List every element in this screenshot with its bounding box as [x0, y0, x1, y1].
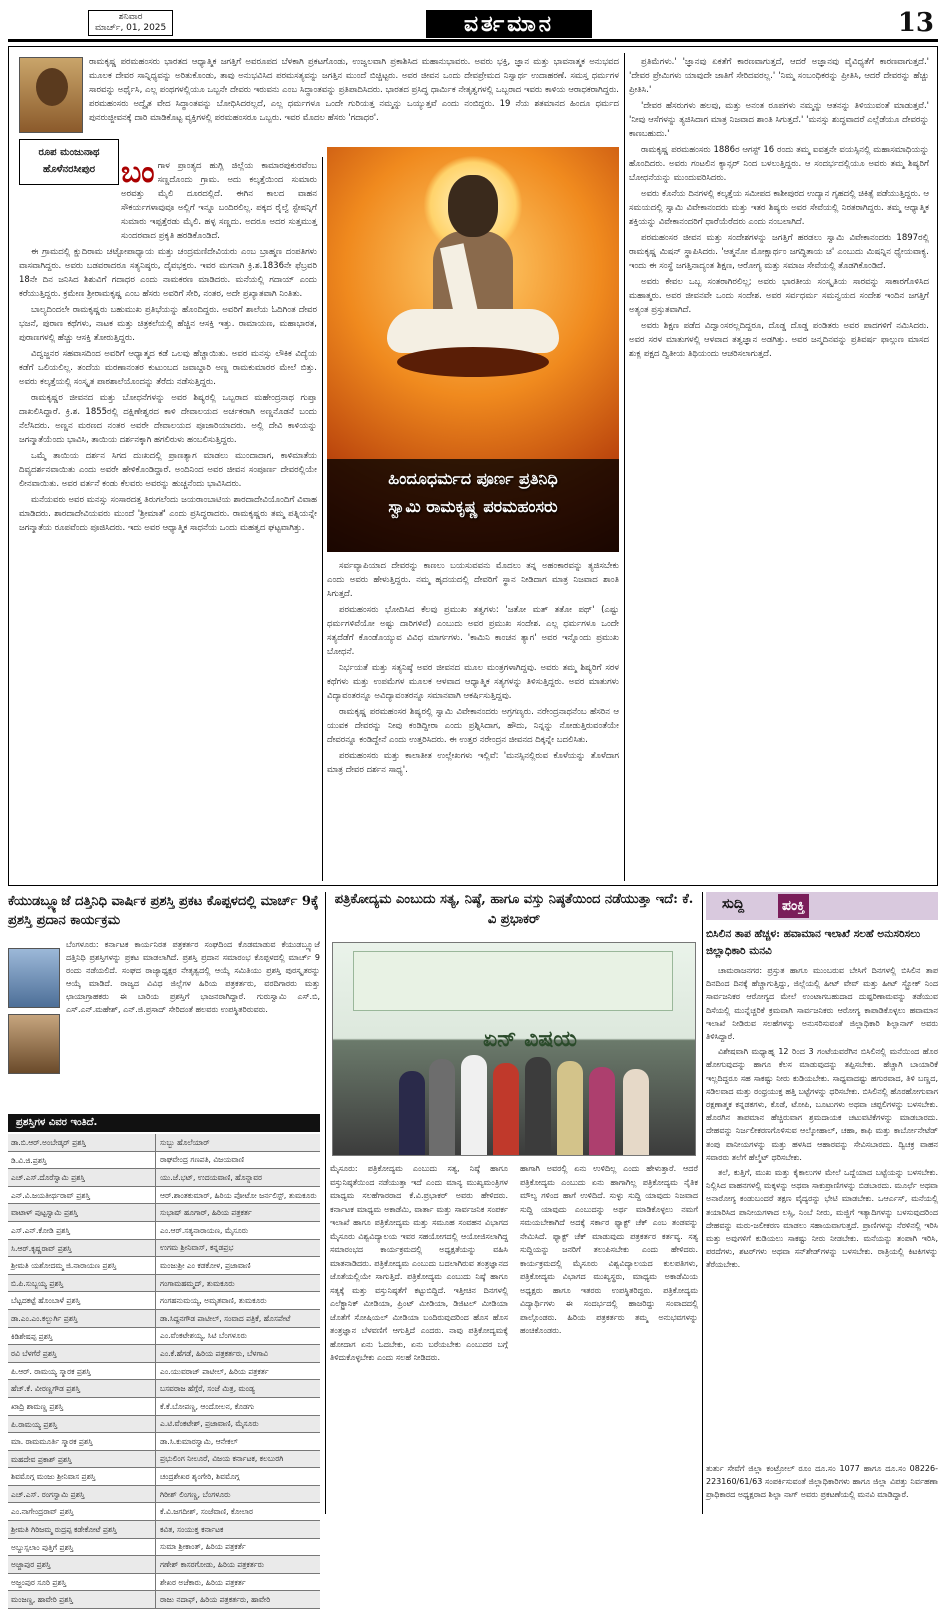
- hero-image: [327, 147, 619, 552]
- lead-paragraph: ಮನೆಯವರು ಅವರ ಮನಸ್ಸು ಸಂಸಾರದತ್ತ ತಿರುಗಲೆಂದು ಜಯರಾಂಬಾಟಿಯ ಶಾರದಾದೇವಿಯೊಂದಿಗೆ ವಿವಾಹ ಮಾಡಿದರು. ಶಾರದಾದೇವಿಯವರು ಮುಂದೆ 'ಶ್ರೀಮಾತೆ' ಎಂದು ಪ್ರಸಿದ್ಧರಾದರು. ರಾಮಕೃಷ್ಣರು ತಮ್ಮ ಪತ್ನಿಯನ್ನೇ ಜಗನ್ಮಾತೆಯ ರೂಪವೆಂದು ಪೂಜಿಸಿದರು. ಇದು ಅವರ ಆಧ್ಯಾತ್ಮಿಕ ಸಾಧನೆಯ ಒಂದು ಮಹತ್ವದ ಘಟ್ಟವಾಗಿತ್ತು.: [19, 495, 317, 533]
- award-name: ಹೆಚ್.ಕೆ. ವೀರಣ್ಣಗೌಡ ಪ್ರಶಸ್ತಿ: [8, 1380, 156, 1397]
- award-recipient: ಗಣೇಶ್ ಕಾಸರಗೋಡು, ಹಿರಿಯ ಪತ್ರಕರ್ತರು: [160, 1560, 265, 1570]
- person-photo: [8, 1014, 60, 1074]
- awards-table: [8, 1134, 320, 1609]
- event-banner: [353, 951, 673, 1011]
- award-name: ರವಿ ಬೆಳಗೆರೆ ಪ್ರಶಸ್ತಿ: [8, 1345, 156, 1362]
- person-figure: [399, 1071, 425, 1155]
- award-recipient: ಯು.ಜೆ.ಭಟ್, ಉದಯವಾಣಿ, ಹೊನ್ನಾವರ: [160, 1172, 263, 1182]
- person-figure: [493, 1063, 519, 1155]
- award-name: ಶ್ರೀಮತಿ ಗಿರಿಜಮ್ಮ ರುದ್ರಪ್ಪ ಕಡೇಕೋಟೆ ಪ್ರಶಸ್ತಿ: [8, 1521, 156, 1538]
- award-recipient: ಕವಿತ, ಸಂಯುಕ್ತ ಕರ್ನಾಟಕ: [160, 1524, 224, 1534]
- lead-intro: ರಾಮಕೃಷ್ಣ ಪರಮಹಂಸರು ಭಾರತದ ಆಧ್ಯಾತ್ಮಿಕ ಜಗತ್ತಿಗೆ ಅವರೂಪದ ಬೆಳಕಾಗಿ ಪ್ರಕಟಗೊಂಡು, ಉಜ್ವಲವಾಗಿ ಪ್ರಕಾಶಿಸಿದ ಮಹಾನುಭಾವರು. ಅವರು ಭಕ್ತಿ, ಜ್ಞಾನ ಮತ್ತು ಭಾವನಾತ್ಮಕ ಅನುಭವದ ಮೂಲಕ ದೇವರ ಸಾನ್ನಿಧ್ಯವನ್ನು ಅರಿತುಕೊಂಡು, ತಾವು ಅನುಭವಿಸಿದ ಪರಮಸತ್ಯವನ್ನು ಜಗತ್ತಿನ ಮುಂದೆ ಬಿಚ್ಚಿಟ್ಟರು. ಅವರ ಜೀವನ ಒಂದು ದೇವಪ್ರೇಮದ ನಿಸ್ವಾರ್ಥ ಉದಾಹರಣೆ. ಸಮಸ್ತ ಧರ್ಮಗಳ ಸಾರವನ್ನು ಅರ್ಥೈಸಿ, ಎಲ್ಲ ಪಂಥಗಳಲ್ಲಿಯೂ ಒಬ್ಬನೇ ದೇವರು ಇರುವನು ಎಂಬ ಸಿದ್ಧಾಂತವನ್ನು ಪ್ರತಿಪಾದಿಸಿದರು. ಭಾರತದ ಪ್ರಸಿದ್ಧ ಧಾರ್ಮಿಕ ನೇತೃತ್ವಗಳಲ್ಲಿ ಒಬ್ಬರಾದ ಇವರು ಕಾಳಿಯ ಆರಾಧಕರಾಗಿದ್ದರು. ಪರಮಹಂಸರು ಅದ್ವೈತ ವೇದ ಸಿದ್ಧಾಂತವನ್ನು ಬೋಧಿಸಿದರಲ್ಲದೆ, ಎಲ್ಲ ಧರ್ಮಗಳೂ ಒಂದೇ ಗುರಿಯತ್ತ ನಮ್ಮನ್ನು ಒಯ್ಯುತ್ತವೆ ಎಂದು ನಂಬಿದ್ದರು. 19 ನೆಯ ಶತಮಾನದ ಹಿಂದೂ ಧರ್ಮದ ಪುನರುಜ್ಜೀವನಕ್ಕೆ ದಾರಿ ಮಾಡಿಕೊಟ್ಟ ವ್ಯಕ್ತಿಗಳಲ್ಲಿ ಪರಮಹಂಸರೂ ಒಬ್ಬರು. ಇವರ ಮೊದಲ ಹೆಸರು 'ಗದಾಧರ'.: [89, 57, 619, 123]
- table-row: [8, 1222, 320, 1240]
- table-row: [8, 1591, 320, 1609]
- news-snippets: [706, 890, 938, 1514]
- event-photo: [332, 942, 696, 1156]
- lead-paragraph: ರಾಮಕೃಷ್ಣರ ಜೀವನದ ಮತ್ತು ಬೋಧನೆಗಳನ್ನು ಅವರ ಶಿಷ್ಯರಲ್ಲಿ ಒಬ್ಬರಾದ ಮಹೇಂದ್ರನಾಥ ಗುಪ್ತಾ ದಾಖಲಿಸಿದ್ದಾರೆ. ಕ್ರಿ.ಶ. 1855ರಲ್ಲಿ ದಕ್ಷಿಣೇಶ್ವರದ ಕಾಳಿ ದೇವಾಲಯದ ಅರ್ಚಕರಾಗಿ ಅಣ್ಣನೊಡನೆ ಬಂದು ನೆಲೆಸಿದರು. ಅಣ್ಣನ ಮರಣದ ನಂತರ ಅವರೇ ದೇವಾಲಯದ ಪೂಜಾರಿಯಾದರು. ಅಲ್ಲಿ ದೇವಿ ಕಾಳಿಯನ್ನು ಜಗನ್ಮಾತೆಯೆಂದು ಭಾವಿಸಿ, ತಾಯಿಯ ದರ್ಶನಕ್ಕಾಗಿ ಹಗಲಿರುಳು ಹಂಬಲಿಸುತ್ತಿದ್ದರು.: [19, 393, 317, 445]
- snippets-title-part2: ಪಂಕ್ತಿ: [778, 894, 809, 918]
- lead-paragraph: ಅವರು ಶಿಕ್ಷಣ ಪಡೆದ ವಿದ್ವಾಂಸರಲ್ಲದಿದ್ದರೂ, ದೊಡ್ಡ ದೊಡ್ಡ ಪಂಡಿತರು ಅವರ ಪಾದಗಳಿಗೆ ನಮಿಸಿದರು. ಅವರ ಸರಳ ಮಾತುಗಳಲ್ಲಿ ಆಳವಾದ ತತ್ವಜ್ಞಾನ ಅಡಗಿತ್ತು. ಅವರ ಜನ್ಮದಿನವನ್ನು ಪ್ರತಿವರ್ಷ ಫಾಲ್ಗುಣ ಮಾಸದ ಶುಕ್ಲ ಪಕ್ಷದ ದ್ವಿತೀಯ ತಿಥಿಯಂದು ಆಚರಿಸಲಾಗುತ್ತದೆ.: [629, 321, 929, 359]
- person-figure: [525, 1057, 551, 1155]
- table-row: [8, 1204, 320, 1222]
- journalism-article: [330, 890, 698, 1514]
- figure-seat: [397, 347, 549, 377]
- award-name: ವಾಟಾಳ್ ಪುಟ್ಟಸ್ವಾಮಿ ಪ್ರಶಸ್ತಿ: [8, 1204, 156, 1221]
- column-divider: [624, 53, 625, 881]
- award-recipient: ಸುಭಾಷ್ ಹೂಗಾರ್, ಹಿರಿಯ ಪತ್ರಕರ್ತ: [160, 1208, 252, 1218]
- lead-paragraph: ಪ್ರತಿಮೆಗಳು.' 'ಜ್ಞಾನವು ಏಕತೆಗೆ ಕಾರಣವಾಗುತ್ತದೆ, ಆದರೆ ಅಜ್ಞಾನವು ವೈವಿಧ್ಯತೆಗೆ ಕಾರಣವಾಗುತ್ತದೆ.' 'ದೇವರ ಪ್ರೇಮಿಗಳು ಯಾವುದೇ ಜಾತಿಗೆ ಸೇರಿದವರಲ್ಲ.' 'ನಿಮ್ಮ ಸಂಬಂಧಿಕರನ್ನು ಪ್ರೀತಿಸಿ, ಆದರೆ ದೇವರನ್ನು ಹೆಚ್ಚು ಪ್ರೀತಿಸಿ.': [629, 57, 929, 95]
- award-name: ಪಿ.ರಾಮಯ್ಯ ಪ್ರಶಸ್ತಿ: [8, 1416, 156, 1433]
- lead-paragraph: ಒಮ್ಮೆ ತಾಯಿಯ ದರ್ಶನ ಸಿಗದ ದುಃಖದಲ್ಲಿ ಪ್ರಾಣತ್ಯಾಗ ಮಾಡಲು ಮುಂದಾದಾಗ, ಕಾಳಿಮಾತೆಯ ದಿವ್ಯದರ್ಶನವಾಯಿತು ಎಂದು ಅವರೇ ಹೇಳಿಕೊಂಡಿದ್ದಾರೆ. ಅಂದಿನಿಂದ ಅವರ ಜೀವನ ಸಂಪೂರ್ಣ ದೇವರಲ್ಲಿಯೇ ಲೀನವಾಯಿತು. ಅವರ ವರ್ತನೆ ಕಂಡು ಕೆಲವರು ಅವರನ್ನು ಹುಚ್ಚನೆಂದು ಭಾವಿಸಿದರು.: [19, 451, 317, 489]
- table-row: [8, 1380, 320, 1398]
- award-name: ಡಾ.ಎಂ.ಎಂ.ಕಲ್ಬುರ್ಗಿ ಪ್ರಶಸ್ತಿ: [8, 1310, 156, 1327]
- table-row: [8, 1187, 320, 1205]
- award-recipient: ಚಂದ್ರಶೇಖರ ಶೃಂಗೇರಿ, ಶಿವಮೊಗ್ಗ: [160, 1472, 240, 1482]
- table-row: [8, 1363, 320, 1381]
- award-recipient: ಡಾ.ಸಿ.ಕುಮಾರಸ್ವಾಮಿ, ಆನೇಕಲ್: [160, 1436, 238, 1446]
- lead-paragraph: ಅವರು ಕೇವಲ ಒಬ್ಬ ಸಂತರಾಗಿರಲಿಲ್ಲ; ಅವರು ಭಾರತೀಯ ಸಂಸ್ಕೃತಿಯ ಸಾರವನ್ನು ಸಾಕಾರಗೊಳಿಸಿದ ಮಹಾತ್ಮರು. ಅವರ ಜೀವನವೇ ಒಂದು ಸಂದೇಶ. ಅವರ ಸರ್ವಧರ್ಮ ಸಮನ್ವಯದ ಸಂದೇಶ ಇಂದಿನ ಜಗತ್ತಿಗೆ ಅತ್ಯಂತ ಪ್ರಸ್ತುತವಾಗಿದೆ.: [629, 277, 929, 315]
- awards-body: ಬೆಂಗಳೂರು: ಕರ್ನಾಟಕ ಕಾರ್ಯನಿರತ ಪತ್ರಕರ್ತರ ಸಂಘದಿಂದ ಕೊಡಮಾಡುವ ಕೆಯುಡಬ್ಲ್ಯೂಜೆ ದತ್ತಿನಿಧಿ ಪ್ರಶಸ್ತಿಗಳನ್ನು ಪ್ರಕಟ ಮಾಡಲಾಗಿದೆ. ಪ್ರಶಸ್ತಿ ಪ್ರದಾನ ಸಮಾರಂಭ ಕೊಪ್ಪಳದಲ್ಲಿ ಮಾರ್ಚ್ 9 ರಂದು ನಡೆಯಲಿದೆ. ಸಂಘದ ರಾಜ್ಯಾಧ್ಯಕ್ಷರ ನೇತೃತ್ವದಲ್ಲಿ ಆಯ್ಕೆ ಸಮಿತಿಯು ಪ್ರಶಸ್ತಿ ಪುರಸ್ಕೃತರನ್ನು ಆಯ್ಕೆ ಮಾಡಿದೆ. ರಾಜ್ಯದ ವಿವಿಧ ಜಿಲ್ಲೆಗಳ ಹಿರಿಯ ಪತ್ರಕರ್ತರು, ವರದಿಗಾರರು ಮತ್ತು ಛಾಯಾಗ್ರಾಹಕರು ಈ ಬಾರಿಯ ಪ್ರಶಸ್ತಿಗೆ ಭಾಜನರಾಗಿದ್ದಾರೆ. ಗುರುಸ್ವಾಮಿ ಎಸ್.ಬಿ, ಎಸ್.ಎನ್.ಮಹೇಶ್, ಎನ್.ಜಿ.ಪ್ರಸಾದ್ ಸೇರಿದಂತೆ ಹಲವರು ಉಪಸ್ಥಿತರಿರುವರು.: [66, 940, 320, 1014]
- award-name: ಮಂಜಣ್ಣ, ಹಾವೇರಿ ಪ್ರಶಸ್ತಿ: [8, 1591, 156, 1608]
- award-name: ಪಿ.ಆರ್. ರಾಮಯ್ಯ ಸ್ಮಾರಕ ಪ್ರಶಸ್ತಿ: [8, 1363, 156, 1380]
- table-row: [8, 1574, 320, 1592]
- journalism-headline: ಪತ್ರಿಕೋದ್ಯಮ ಎಂಬುದು ಸತ್ಯ, ನಿಷ್ಠೆ, ಹಾಗೂ ವಸ್ತು ನಿಷ್ಠತೆಯಿಂದ ನಡೆಯುತ್ತಾ ಇದೆ: ಕೆ. ವಿ ಪ್ರಭಾಕರ್: [334, 892, 694, 927]
- stage-backdrop-text: ಏನ್ ವಿಷಯ: [483, 1027, 577, 1052]
- award-recipient: ಎಂ.ಆರ್.ಸತ್ಯನಾರಾಯಣ, ಮೈಸೂರು: [160, 1225, 249, 1235]
- dropcap: ಬಂ: [121, 155, 155, 190]
- award-name: ಎಚ್.ಎಸ್.ದೊರೆಸ್ವಾಮಿ ಪ್ರಶಸ್ತಿ: [8, 1169, 156, 1186]
- table-row: [8, 1486, 320, 1504]
- award-name: ಎನ್.ವಿ.ಜಯತೀರ್ಥರಾವ್ ಪ್ರಶಸ್ತಿ: [8, 1187, 156, 1204]
- lead-column-1: [19, 155, 317, 879]
- page-number: 13: [897, 8, 934, 38]
- snippet-headline: ಬಿಸಿಲಿನ ತಾಪ ಹೆಚ್ಚಳ: ಹವಾಮಾನ ಇಲಾಖೆ ಸಲಹೆ ಅನುಸರಿಸಲು ಜಿಲ್ಲಾಧಿಕಾರಿ ಮನವಿ: [706, 928, 921, 957]
- award-name: ಡಾ.ಬಿ.ಆರ್.ಅಂಬೇಡ್ಕರ್ ಪ್ರಶಸ್ತಿ: [8, 1134, 156, 1151]
- lead-paragraph: ರಾಮಕೃಷ್ಣ ಪರಮಹಂಸರ ಶಿಷ್ಯರಲ್ಲಿ ಸ್ವಾಮಿ ವಿವೇಕಾನಂದರು ಅಗ್ರಗಣ್ಯರು. ನರೇಂದ್ರನಾಥನೆಂಬ ಹೆಸರಿನ ಆ ಯುವಕ ದೇವರನ್ನು ನೀವು ಕಂಡಿದ್ದೀರಾ ಎಂದು ಪ್ರಶ್ನಿಸಿದಾಗ, ಹೌದು, ನಿನ್ನನ್ನು ನೋಡುತ್ತಿರುವಂತೆಯೇ ದೇವರನ್ನೂ ಕಂಡಿದ್ದೇನೆ ಎಂದು ಉತ್ತರಿಸಿದರು. ಈ ಉತ್ತರ ನರೇಂದ್ರನ ಜೀವನದ ದಿಕ್ಕನ್ನೇ ಬದಲಿಸಿತು.: [327, 707, 619, 745]
- award-recipient: ಬಸವರಾಜ ಹೆಗ್ಗೆರೆ, ಸಂಜೆ ಮಿತ್ರ, ಮಂಡ್ಯ: [160, 1384, 255, 1394]
- hero-title-line2: ಸ್ವಾಮಿ ರಾಮಕೃಷ್ಣ ಪರಮಹಂಸರು: [388, 497, 558, 516]
- award-recipient: ಗಂಗಹನುಮಯ್ಯ, ಅಮೃತವಾಣಿ, ತುಮಕೂರು: [160, 1296, 267, 1306]
- author-place: ಹೊಳೆನರಸೀಪುರ: [42, 164, 95, 175]
- column-divider: [325, 892, 326, 1514]
- award-recipient: ಉಗಮ ಶ್ರೀನಿವಾಸ್, ಕನ್ನಡಪ್ರಭ: [160, 1243, 234, 1253]
- award-recipient: ಸುಮಾ ಶ್ರೀಕಾಂತ್, ಹಿರಿಯ ಪತ್ರಕರ್ತೆ: [160, 1542, 246, 1552]
- table-row: [8, 1468, 320, 1486]
- lead-paragraph: ವಿದ್ವಜ್ಜನರ ಸಹವಾಸದಿಂದ ಅವರಿಗೆ ಆಧ್ಯಾತ್ಮದ ಕಡೆ ಒಲವು ಹೆಚ್ಚಾಯಿತು. ಅವರ ಮನಸ್ಸು ಲೌಕಿಕ ವಿದ್ಯೆಯ ಕಡೆಗೆ ಒಲಿಯಲಿಲ್ಲ. ತಂದೆಯ ಮರಣಾನಂತರ ಕುಟುಂಬದ ಜವಾಬ್ದಾರಿ ಅಣ್ಣ ರಾಮಕುಮಾರರ ಮೇಲೆ ಬಿತ್ತು. ಅವರು ಕಲ್ಕತ್ತೆಯಲ್ಲಿ ಸಂಸ್ಕೃತ ಪಾಠಶಾಲೆಯೊಂದನ್ನು ತೆರೆದು ನಡೆಸುತ್ತಿದ್ದರು.: [19, 349, 317, 387]
- lead-paragraph: ಪರಮಹಂಸರ ಜೀವನ ಮತ್ತು ಸಂದೇಶಗಳನ್ನು ಜಗತ್ತಿಗೆ ಹರಡಲು ಸ್ವಾಮಿ ವಿವೇಕಾನಂದರು 1897ರಲ್ಲಿ ರಾಮಕೃಷ್ಣ ಮಿಷನ್ ಸ್ಥಾಪಿಸಿದರು. 'ಆತ್ಮನೋ ಮೋಕ್ಷಾರ್ಥಂ ಜಗದ್ಧಿತಾಯ ಚ' ಎಂಬುದು ಮಿಷನ್ನಿನ ಧ್ಯೇಯವಾಕ್ಯ. ಇಂದು ಈ ಸಂಸ್ಥೆ ಜಗತ್ತಿನಾದ್ಯಂತ ಶಿಕ್ಷಣ, ಆರೋಗ್ಯ ಮತ್ತು ಸಮಾಜ ಸೇವೆಯಲ್ಲಿ ತೊಡಗಿಕೊಂಡಿದೆ.: [629, 233, 929, 271]
- award-name: ಕಿಡಿಶೇಷಪ್ಪ ಪ್ರಶಸ್ತಿ: [8, 1328, 156, 1345]
- award-recipient: ಎಂ.ಕೆ.ಹೆಗಡೆ, ಹಿರಿಯ ಪತ್ರಕರ್ತರು, ಬೆಳಗಾವಿ: [160, 1348, 268, 1358]
- award-name: ಎಸ್.ಎನ್.ಕೋಡಿ ಪ್ರಶಸ್ತಿ: [8, 1222, 156, 1239]
- snippet-paragraph: ತಲೆ, ಕುತ್ತಿಗೆ, ಮುಖ ಮತ್ತು ಕೈಕಾಲುಗಳ ಮೇಲೆ ಒದ್ದೆಯಾದ ಬಟ್ಟೆಯನ್ನು ಬಳಸಬೇಕು. ನಿಲ್ಲಿಸಿದ ವಾಹನಗಳಲ್ಲಿ ಮಕ್ಕಳನ್ನು ಅಥವಾ ಸಾಕುಪ್ರಾಣಿಗಳನ್ನು ಬಿಡಬಾರದು. ಮೂರ್ಛೆ ಅಥವಾ ಅನಾರೋಗ್ಯ ಕಂಡುಬಂದರೆ ತಕ್ಷಣ ವೈದ್ಯರನ್ನು ಭೇಟಿ ಮಾಡಬೇಕು. ಒಆರ್ಎಸ್, ಮನೆಯಲ್ಲಿ ತಯಾರಿಸಿದ ಪಾನೀಯಗಳಾದ ಲಸ್ಸಿ, ನಿಂಬೆ ನೀರು, ಮಜ್ಜಿಗೆ ಇತ್ಯಾದಿಗಳನ್ನು ಬಳಸುವುದರಿಂದ ದೇಹವನ್ನು ಮರು-ಜಲೀಕರಣ ಮಾಡಲು ಸಹಾಯವಾಗುತ್ತದೆ. ಪ್ರಾಣಿಗಳನ್ನು ನೆರಳಿನಲ್ಲಿ ಇರಿಸಿ ಮತ್ತು ಅವುಗಳಿಗೆ ಕುಡಿಯಲು ಸಾಕಷ್ಟು ನೀರು ನೀಡಬೇಕು. ಮನೆಯನ್ನು ತಂಪಾಗಿ ಇರಿಸಿ, ಪರದೆಗಳು, ಶಟರ್‌ಗಳು ಅಥವಾ ಸನ್‌ಶೇಡ್‌ಗಳನ್ನು ಬಳಸಬೇಕು. ರಾತ್ರಿಯಲ್ಲಿ ಕಿಟಕಿಗಳನ್ನು ತೆರೆಯಬೇಕು.: [706, 1168, 938, 1270]
- award-name: ಶಿವಮೊಗ್ಗ ಮಂಜು ಶ್ರೀನಿವಾಸ ಪ್ರಶಸ್ತಿ: [8, 1468, 156, 1485]
- dateline-day: ಶನಿವಾರ: [118, 12, 143, 22]
- award-recipient: ಗಂಗಾಮಹಮ್ಮದ್, ತುಮಕೂರು: [160, 1278, 235, 1288]
- person-figure: [589, 1067, 615, 1155]
- table-row: [8, 1416, 320, 1434]
- table-row: [8, 1539, 320, 1557]
- table-row: [8, 1240, 320, 1258]
- table-row: [8, 1398, 320, 1416]
- award-name: ಖಾದ್ರಿ ಶಾಮಣ್ಣ ಪ್ರಶಸ್ತಿ: [8, 1398, 156, 1415]
- award-recipient: ಗಿರೀಶ್ ಲಿಂಗಣ್ಣ, ಬೆಂಗಳೂರು: [160, 1489, 231, 1499]
- award-name: ಎಚ್.ಎಸ್. ರಂಗಸ್ವಾಮಿ ಪ್ರಶಸ್ತಿ: [8, 1486, 156, 1503]
- award-recipient: ಕೆ.ಕೆ.ಬೋಪಣ್ಣ, ಆಂದೋಲನ, ಕೊಡಗು: [160, 1401, 255, 1411]
- award-name: ಡಿ.ವಿ.ಜಿ.ಪ್ರಶಸ್ತಿ: [8, 1152, 156, 1169]
- award-recipient: ಪ್ರಭುಲಿಂಗ ನೀಲೂರೆ, ವಿಜಯ ಕರ್ನಾಟಕ, ಕಲಬುರಗಿ: [160, 1454, 284, 1464]
- lead-paragraph: ಪರಮಹಂಸರು ಮತ್ತು ಕಾಲಾತೀತ ಉಲ್ಲೇಖಗಳು ಇಲ್ಲಿವೆ: 'ಮನಸ್ಸಿನಲ್ಲಿರುವ ಕೊಳೆಯನ್ನು ತೊಳೆದಾಗ ಮಾತ್ರ ದೇವರ ದರ್ಶನ ಸಾಧ್ಯ'.: [327, 751, 619, 775]
- award-name: ಅಬ್ದುಸ್ಸಲಾಂ ಪುತ್ತಿಗೆ ಪ್ರಶಸ್ತಿ: [8, 1539, 156, 1556]
- newspaper-logo: ವರ್ತಮಾನ: [426, 10, 592, 38]
- table-row: [8, 1275, 320, 1293]
- lead-paragraph: ಪರಮಹಂಸರು ಭೋದಿಸಿದ ಕೆಲವು ಪ್ರಮುಖ ತತ್ವಗಳು: 'ಜತೋ ಮತ್ ತತೋ ಪಥ್' (ಎಷ್ಟು ಧರ್ಮಗಳಿವೆಯೋ ಅಷ್ಟು ದಾರಿಗಳಿವೆ) ಎಂಬುದು ಅವರ ಪ್ರಮುಖ ಸಂದೇಶ. ಎಲ್ಲ ಧರ್ಮಗಳೂ ಒಂದೇ ಸತ್ಯದೆಡೆಗೆ ಕೊಂಡೊಯ್ಯುವ ವಿವಿಧ ಮಾರ್ಗಗಳು. 'ಕಾಮಿನಿ ಕಾಂಚನ ತ್ಯಾಗ' ಅವರ ಇನ್ನೊಂದು ಪ್ರಮುಖ ಬೋಧನೆ.: [327, 605, 619, 657]
- person-figure: [623, 1069, 649, 1155]
- column-divider: [322, 157, 323, 881]
- award-name: ಅಜ್ಜಾಪುರ ಪ್ರಶಸ್ತಿ: [8, 1556, 156, 1573]
- awards-article: [8, 890, 320, 1605]
- snippets-title-part1: ಸುದ್ದಿ: [722, 896, 745, 912]
- dateline: [88, 10, 173, 36]
- award-name: ಮಾ. ರಾಮಮೂರ್ತಿ ಸ್ಮಾರಕ ಪ್ರಶಸ್ತಿ: [8, 1433, 156, 1450]
- lead-paragraph: ರಾಮಕೃಷ್ಣ ಪರಮಹಂಸರು 1886ರ ಆಗಸ್ಟ್ 16 ರಂದು ತಮ್ಮ ಐವತ್ತನೇ ವಯಸ್ಸಿನಲ್ಲಿ ಮಹಾಸಮಾಧಿಯನ್ನು ಹೊಂದಿದರು. ಅವರು ಗಂಟಲಿನ ಕ್ಯಾನ್ಸರ್ ನಿಂದ ಬಳಲುತ್ತಿದ್ದರು. ಆ ಸಂದರ್ಭದಲ್ಲಿಯೂ ಅವರು ತಮ್ಮ ಶಿಷ್ಯರಿಗೆ ಬೋಧನೆಯನ್ನು ಮುಂದುವರಿಸಿದರು.: [629, 145, 929, 183]
- dateline-date: ಮಾರ್ಚ್, 01, 2025: [95, 23, 167, 33]
- table-row: [8, 1503, 320, 1521]
- journalism-column-1: ಮೈಸೂರು: ಪತ್ರಿಕೋದ್ಯಮ ಎಂಬುದು ಸತ್ಯ, ನಿಷ್ಠೆ ಹಾಗೂ ವಸ್ತುನಿಷ್ಠತೆಯಿಂದ ನಡೆಯುತ್ತಾ ಇದೆ ಎಂದು ಮಾನ್ಯ ಮುಖ್ಯಮಂತ್ರಿಗಳ ಮಾಧ್ಯಮ ಸಲಹೆಗಾರರಾದ ಕೆ.ವಿ.ಪ್ರಭಾಕರ್ ಅವರು ಹೇಳಿದರು. ಕರ್ನಾಟಕ ಮಾಧ್ಯಮ ಅಕಾಡೆಮಿ, ವಾರ್ತಾ ಮತ್ತು ಸಾರ್ವಜನಿಕ ಸಂಪರ್ಕ ಇಲಾಖೆ ಹಾಗೂ ಪತ್ರಿಕೋದ್ಯಮ ಮತ್ತು ಸಮೂಹ ಸಂವಹನ ವಿಭಾಗದ ಮೈಸೂರು ವಿಶ್ವವಿದ್ಯಾಲಯ ಇವರ ಸಹಯೋಗದಲ್ಲಿ ಆಯೋಜಿಸಲಾಗಿದ್ದ ಸಮಾರಂಭದ ಕಾರ್ಯಕ್ರಮದಲ್ಲಿ ಅಧ್ಯಕ್ಷತೆಯನ್ನು ವಹಿಸಿ ಮಾತನಾಡಿದರು. ಪತ್ರಿಕೋದ್ಯಮ ಎಂಬುದು ಬದಲಾಗಿರುವ ತಂತ್ರಜ್ಞಾನದ ಜೊತೆಯಲ್ಲಿಯೇ ಸಾಗುತ್ತಿದೆ. ಪತ್ರಿಕೋದ್ಯಮ ಎಂಬುದು ನಿಷ್ಠೆ ಹಾಗೂ ಸತ್ಯಕ್ಕೆ ಮತ್ತು ವಸ್ತುನಿಷ್ಠತೆಗೆ ಕಟ್ಟುಬಿದ್ದಿದೆ. ಇತ್ತೀಚಿನ ದಿನಗಳಲ್ಲಿ ಎಲೆಕ್ಟ್ರಾನಿಕ್ ಮೀಡಿಯಾ, ಪ್ರಿಂಟ್ ಮೀಡಿಯಾ, ಡಿಜಿಟಲ್ ಮೀಡಿಯಾ ಜೊತೆಗೆ ಸೋಷಿಯಲ್ ಮೀಡಿಯಾ ಬಂದಿರುವುದರಿಂದ ಹೊಸ ಹೊಸ ತಂತ್ರಜ್ಞಾನ ಬೆಳವಣಿಗೆ ಆಗುತ್ತಿದೆ ಎಂದರು. ನಾವು ಪತ್ರಿಕೋದ್ಯಮಕ್ಕೆ ಹೋದಾಗ ಏನು ಓದಬೇಕು, ಏನು ಬರೆಯಬೇಕು ಎಂಬುದರ ಬಗ್ಗೆ ತಿಳಿದುಕೊಳ್ಳಬೇಕು ಎಂದು ಸಲಹೆ ನೀಡಿದರು.: [330, 1164, 508, 1362]
- award-name: ಬಿ.ಪಿ.ಸುಬ್ಬಯ್ಯ ಪ್ರಶಸ್ತಿ: [8, 1275, 156, 1292]
- person-figure: [429, 1059, 455, 1155]
- lead-paragraph: ಬಾಲ್ಯದಿಂದಲೇ ರಾಮಕೃಷ್ಣರು ಬಹುಮುಖ ಪ್ರತಿಭೆಯನ್ನು ಹೊಂದಿದ್ದರು. ಅವರಿಗೆ ಶಾಲೆಯ ಓದಿಗಿಂತ ದೇವರ ಭಜನೆ, ಪುರಾಣ ಕಥೆಗಳು, ನಾಟಕ ಮತ್ತು ಚಿತ್ರಕಲೆಯಲ್ಲಿ ಹೆಚ್ಚಿನ ಆಸಕ್ತಿ ಇತ್ತು. ರಾಮಾಯಣ, ಮಹಾಭಾರತ, ಪುರಾಣಗಳಲ್ಲಿ ಹೆಚ್ಚು ಆಸಕ್ತಿ ತೋರುತ್ತಿದ್ದರು.: [19, 305, 317, 343]
- table-row: [8, 1433, 320, 1451]
- award-name: ಅಜ್ಜಂಪುರ ಸೂರಿ ಪ್ರಶಸ್ತಿ: [8, 1574, 156, 1591]
- table-row: [8, 1521, 320, 1539]
- table-row: [8, 1451, 320, 1469]
- award-recipient: ಕೆ.ವಿ.ಜಗದೀಶ್, ಸಂಜೆವಾಣಿ, ಕೋಲಾರ: [160, 1507, 253, 1517]
- table-row: [8, 1152, 320, 1170]
- table-row: [8, 1169, 320, 1187]
- award-recipient: ಎ.ಟಿ.ವೆಂಕಟೇಶ್, ಪ್ರಜಾವಾಣಿ, ಮೈಸೂರು: [160, 1419, 259, 1429]
- author-name: ರೂಪ ಮಂಜುನಾಥ: [38, 147, 100, 158]
- table-row: [8, 1556, 320, 1574]
- award-name: ಎಂ.ನಾಗೇಂದ್ರರಾವ್ ಪ್ರಶಸ್ತಿ: [8, 1503, 156, 1520]
- award-recipient: ಆರ್.ಶಾಂತಕುಮಾರ್, ಹಿರಿಯ ಪೋಟೋ ಜರ್ನಲಿಸ್ಟ್, ತುಮಕೂರು: [160, 1190, 317, 1200]
- snippet-body: [706, 964, 938, 1274]
- award-recipient: ರಾಘವೇಂದ್ರ ಗಣಪತಿ, ವಿಜಯವಾಣಿ: [160, 1155, 245, 1165]
- award-recipient: ಡಾ.ಸಿದ್ದನಗೌಡ ಪಾಟೀಲ್, ಸಂವಾದ ಪತ್ರಿಕೆ, ಹೊಸಪೇಟೆ: [160, 1313, 291, 1323]
- lead-paragraph: 'ದೇವರ ಹೆಸರುಗಳು ಹಲವು, ಮತ್ತು ಅನಂತ ರೂಪಗಳು ನಮ್ಮನ್ನು ಆತನನ್ನು ತಿಳಿಯುವಂತೆ ಮಾಡುತ್ತವೆ.' 'ನೀವು ಆಸೆಗಳನ್ನು ತ್ಯಜಿಸಿದಾಗ ಮಾತ್ರ ನಿಜವಾದ ಶಾಂತಿ ಸಿಗುತ್ತದೆ.' 'ಮನಸ್ಸು ಶುದ್ಧವಾದರೆ ಎಲ್ಲೆಡೆಯೂ ದೇವರನ್ನು ಕಾಣಬಹುದು.': [629, 101, 929, 139]
- hero-title-line1: ಹಿಂದೂಧರ್ಮದ ಪೂರ್ಣ ಪ್ರತಿನಿಧಿ: [388, 469, 558, 488]
- author-photo: [19, 57, 83, 133]
- award-name: ಸಿ.ಆರ್.ಕೃಷ್ಣರಾವ್ ಪ್ರಶಸ್ತಿ: [8, 1240, 156, 1257]
- lead-column-2: [327, 559, 619, 881]
- snippet-paragraph: ಚಾಮರಾಜನಗರ: ಪ್ರಸ್ತುತ ಹಾಗೂ ಮುಂಬರುವ ಬೇಸಿಗೆ ದಿನಗಳಲ್ಲಿ ಬಿಸಿಲಿನ ತಾಪ ದಿನದಿಂದ ದಿನಕ್ಕೆ ಹೆಚ್ಚಾಗುತ್ತಿದ್ದು, ಜಿಲ್ಲೆಯಲ್ಲಿ ಹೀಟ್ ವೇವ್ ಮತ್ತು ಹೀಟ್ ಸ್ಟ್ರೋಕ್ ನಿಂದ ಸಾರ್ವಜನಿಕರ ಆರೋಗ್ಯದ ಮೇಲೆ ಉಂಟಾಗಬಹುದಾದ ದುಷ್ಪರಿಣಾಮವನ್ನು ತಡೆಯುವ ದಿಸೆಯಲ್ಲಿ ಮುನ್ನೆಚ್ಚರಿಕೆ ಕ್ರಮವಾಗಿ ಸಾರ್ವಜನಿಕರು ಆರೋಗ್ಯ ಕಾಪಾಡಿಕೊಳ್ಳಲು ಹವಾಮಾನ ಇಲಾಖೆ ನೀಡಿರುವ ಸಲಹೆಗಳನ್ನು ಅನುಸರಿಸುವಂತೆ ಜಿಲ್ಲಾಧಿಕಾರಿ ಶಿಲ್ಪಾನಾಗ್ ಅವರು ತಿಳಿಸಿದ್ದಾರೆ.: [706, 966, 938, 1042]
- figure-head: [448, 175, 498, 237]
- awards-table-title: ಪ್ರಶಸ್ತಿಗಳ ವಿವರ ಇಂತಿದೆ.: [8, 1114, 320, 1132]
- lead-paragraph: ಸರ್ವವ್ಯಾಪಿಯಾದ ದೇವರನ್ನು ಕಾಣಲು ಬಯಸುವವನು ಮೊದಲು ತನ್ನ ಅಹಂಕಾರವನ್ನು ತ್ಯಜಿಸಬೇಕು ಎಂದು ಅವರು ಹೇಳುತ್ತಿದ್ದರು. ನಮ್ಮ ಹೃದಯದಲ್ಲಿ ದೇವರಿಗೆ ಸ್ಥಾನ ನೀಡಿದಾಗ ಮಾತ್ರ ನಿಜವಾದ ಶಾಂತಿ ಸಿಗುತ್ತದೆ.: [327, 561, 619, 599]
- lead-paragraph: ಗಾಳ ಪ್ರಾಂತ್ಯದ ಹುಗ್ಲಿ ಜಿಲ್ಲೆಯ ಕಾಮಾರಪುಕುರವೆಂಬ ಸಣ್ಣದೊಂದು ಗ್ರಾಮ. ಅದು ಕಲ್ಕತ್ತೆಯಿಂದ ಸುಮಾರು ಅರವತ್ತು ಮೈಲಿ ದೂರದಲ್ಲಿದೆ. ಈಗಿನ ಕಾಲದ ವಾಹನ ಸೌಕರ್ಯಗಳಾವುವೂ ಅಲ್ಲಿಗೆ ಇನ್ನೂ ಬಂದಿರಲಿಲ್ಲ. ಪಕ್ಕದ ರೈಲ್ವೆ ಸ್ಟೇಷನ್ನಿಗೆ ಸುಮಾರು ಇಪ್ಪತ್ತೆರಡು ಮೈಲಿ. ಹಳ್ಳ ಸಣ್ಣದು. ಅದರೂ ಅದರ ಸುತ್ತಮುತ್ತ ಸುಂದರವಾದ ಪ್ರಕೃತಿ ಹರಡಿಕೊಂಡಿದೆ.: [121, 161, 317, 241]
- award-recipient: ಸುಬ್ಬು ಹೊಲೆಯಾರ್: [160, 1137, 210, 1147]
- snippets-header: [706, 892, 938, 920]
- award-name: ಮಹದೇವ ಪ್ರಕಾಶ್ ಪ್ರಶಸ್ತಿ: [8, 1451, 156, 1468]
- award-name: ಶ್ರೀಮತಿ ಯಶೋದಮ್ಮ ಜಿ.ನಾರಾಯಣ ಪ್ರಶಸ್ತಿ: [8, 1257, 156, 1274]
- column-divider: [702, 892, 703, 1514]
- lead-paragraph: ಈ ಗ್ರಾಮದಲ್ಲಿ ಕ್ಷುದಿರಾಮ ಚಟ್ಟೋಪಾಧ್ಯಾಯ ಮತ್ತು ಚಂದ್ರಮಣಿದೇವಿಯರು ಎಂಬ ಬ್ರಾಹ್ಮಣ ದಂಪತಿಗಳು ವಾಸವಾಗಿದ್ದರು. ಅವರು ಬಡವರಾದರೂ ಸತ್ಯನಿಷ್ಠರು, ದೈವಭಕ್ತರು. ಇವರ ಮಗನಾಗಿ ಕ್ರಿ.ಶ.1836ನೇ ಫೆಬ್ರವರಿ 18ನೇ ದಿನ ಜನಿಸಿದ ಶಿಶುವಿಗೆ ಗದಾಧರ ಎಂದು ನಾಮಕರಣ ಮಾಡಿದರು. ಮನೆಯಲ್ಲಿ ಗದಾಯ್ ಎಂದು ಕರೆಯುತ್ತಿದ್ದರು. ಕ್ರಮೇಣ ಶ್ರೀರಾಮಕೃಷ್ಣ ಎಂಬ ಹೆಸರು ಅವರಿಗೆ ಸೇರಿ, ನಂತರ, ಅದೇ ಪ್ರಖ್ಯಾತವಾಗಿ ನಿಂತಿತು.: [19, 247, 317, 299]
- person-figure: [461, 1055, 487, 1155]
- table-row: [8, 1134, 320, 1152]
- journalism-column-2: ಹಾಗಾಗಿ ಅವರಲ್ಲಿ ಏನು ಉಳಿದಿಲ್ಲ ಎಂದು ಹೇಳುತ್ತಾರೆ. ಆದರೆ ಪತ್ರಿಕೋದ್ಯಮ ಎಂಬುದು ಏನು ಹಾಗಾಗಿಲ್ಲ ಪತ್ರಿಕೋದ್ಯಮ ನೈತಿಕ ಮೌಲ್ಯ ಗಳಿಂದ ಹಾಗೆ ಉಳಿದಿದೆ. ಸುಳ್ಳು ಸುದ್ದಿ ಯಾವುದು ನಿಜವಾದ ಸುದ್ದಿ ಯಾವುದು ಎಂಬುದನ್ನು ಅರ್ಥ ಮಾಡಿಕೊಳ್ಳಲು ನಮಗೆ ಸಮಯಬೇಕಾಗಿದೆ ಅದಕ್ಕೆ ಸರ್ಕಾರ ಫ್ಯಾಕ್ಟ್ ಚೆಕ್ ಎಂಬ ತಂಡವನ್ನು ನೇಮಿಸಿದೆ. ಫ್ಯಾಕ್ಟ್ ಚೆಕ್ ಮಾಡುವುದು ಪತ್ರಕರ್ತರ ಕರ್ತವ್ಯ. ಸತ್ಯ ಸುದ್ದಿಯನ್ನು ಜನರಿಗೆ ತಲುಪಿಸಬೇಕು ಎಂದು ಹೇಳಿದರು. ಕಾರ್ಯಕ್ರಮದಲ್ಲಿ ಮೈಸೂರು ವಿಶ್ವವಿದ್ಯಾಲಯದ ಕುಲಪತಿಗಳು, ಪತ್ರಿಕೋದ್ಯಮ ವಿಭಾಗದ ಮುಖ್ಯಸ್ಥರು, ಮಾಧ್ಯಮ ಅಕಾಡೆಮಿಯ ಅಧ್ಯಕ್ಷರು ಹಾಗೂ ಇತರರು ಉಪಸ್ಥಿತರಿದ್ದರು. ಪತ್ರಿಕೋದ್ಯಮ ವಿದ್ಯಾರ್ಥಿಗಳು ಈ ಸಂದರ್ಭದಲ್ಲಿ ಹಾಜರಿದ್ದು ಸಂವಾದದಲ್ಲಿ ಪಾಲ್ಗೊಂಡರು. ಹಿರಿಯ ಪತ್ರಕರ್ತರು ತಮ್ಮ ಅನುಭವಗಳನ್ನು ಹಂಚಿಕೊಂಡರು.: [520, 1164, 698, 1335]
- award-recipient: ಎಂ.ವೆಂಕಟೇಶಯ್ಯ, ಸಿಟಿ ಬೆಂಗಳೂರು: [160, 1331, 247, 1341]
- snippet-contact: ತುರ್ತು ಸೇವೆಗೆ ಜಿಲ್ಲಾ ಕಂಟ್ರೋಲ್ ರೂಂ ದೂ.ಸಂ 1077 ಹಾಗೂ ದೂ.ಸಂ 08226- 223160/61/63 ಸಂಪರ್ಕಿಸುವಂತೆ ಜಿಲ್ಲಾಧಿಕಾರಿಗಳು ಹಾಗೂ ಜಿಲ್ಲಾ ವಿಪತ್ತು ನಿರ್ವಹಣಾ ಪ್ರಾಧಿಕಾರದ ಅಧ್ಯಕ್ಷರಾದ ಶಿಲ್ಪಾ ನಾಗ್ ಅವರು ಪ್ರಕಟಣೆಯಲ್ಲಿ ಮನವಿ ಮಾಡಿದ್ದಾರೆ.: [706, 1464, 938, 1499]
- award-recipient: ಎಂ.ಯುವರಾಜ್ ಪಾಟೀಲ್, ಹಿರಿಯ ಪತ್ರಕರ್ತ: [160, 1366, 269, 1376]
- awards-headline: ಕೆಯುಡಬ್ಲ್ಯೂಜೆ ದತ್ತಿನಿಧಿ ವಾರ್ಷಿಕ ಪ್ರಶಸ್ತಿ ಪ್ರಕಟ ಕೊಪ್ಪಳದಲ್ಲಿ ಮಾರ್ಚ್ 9ಕ್ಕೆ ಪ್ರಶಸ್ತಿ ಪ್ರದಾನ ಕಾರ್ಯಕ್ರಮ: [8, 894, 319, 928]
- table-row: [8, 1292, 320, 1310]
- lead-article: [8, 46, 938, 886]
- table-row: [8, 1310, 320, 1328]
- person-photo: [8, 948, 60, 1008]
- table-row: [8, 1257, 320, 1275]
- award-recipient: ಶೇಖರ ಅಜೆಕಾರು, ಹಿರಿಯ ಪತ್ರಕರ್ತ: [160, 1577, 246, 1587]
- award-name: ಬೆಟ್ಟದಕಟ್ಟೆ ಹೊಂಬಾಳೆ ಪ್ರಶಸ್ತಿ: [8, 1292, 156, 1309]
- person-figure: [557, 1061, 583, 1155]
- award-recipient: ರಾಜು ನದಾಫ್, ಹಿರಿಯ ಪತ್ರಕರ್ತರು, ಹಾವೇರಿ: [160, 1595, 271, 1605]
- award-recipient: ಮಂಜುಶ್ರೀ ಎಂ ಕಡಕೋಳ, ಪ್ರಜಾವಾಣಿ: [160, 1260, 251, 1270]
- masthead: [8, 8, 938, 42]
- lead-paragraph: ಅವರು ಕೊನೆಯ ದಿನಗಳಲ್ಲಿ ಕಲ್ಕತ್ತೆಯ ಸಮೀಪದ ಕಾಶೀಪುರದ ಉದ್ಯಾನ ಗೃಹದಲ್ಲಿ ಚಿಕಿತ್ಸೆ ಪಡೆಯುತ್ತಿದ್ದರು. ಆ ಸಮಯದಲ್ಲಿ ಸ್ವಾಮಿ ವಿವೇಕಾನಂದರು ಮತ್ತು ಇತರ ಶಿಷ್ಯರು ಅವರ ಸೇವೆಯಲ್ಲಿ ನಿರತರಾಗಿದ್ದರು. ತಮ್ಮ ಆಧ್ಯಾತ್ಮಿಕ ಶಕ್ತಿಯನ್ನು ವಿವೇಕಾನಂದರಿಗೆ ಧಾರೆಯೆರೆದರು ಎಂದು ನಂಬಲಾಗಿದೆ.: [629, 189, 929, 227]
- lead-column-3: [629, 55, 929, 881]
- table-row: [8, 1345, 320, 1363]
- lead-paragraph: ನಿರ್ಭಯತೆ ಮತ್ತು ಸತ್ಯನಿಷ್ಠೆ ಅವರ ಜೀವನದ ಮೂಲ ಮಂತ್ರಗಳಾಗಿದ್ದವು. ಅವರು ತಮ್ಮ ಶಿಷ್ಯರಿಗೆ ಸರಳ ಕಥೆಗಳು ಮತ್ತು ಉಪಮೆಗಳ ಮೂಲಕ ಆಳವಾದ ಆಧ್ಯಾತ್ಮಿಕ ಸತ್ಯಗಳನ್ನು ತಿಳಿಸುತ್ತಿದ್ದರು. ಅವರ ಮಾತುಗಳು ವಿದ್ಯಾವಂತರನ್ನೂ ಅವಿದ್ಯಾವಂತರನ್ನೂ ಸಮಾನವಾಗಿ ಆಕರ್ಷಿಸುತ್ತಿದ್ದವು.: [327, 663, 619, 701]
- snippet-paragraph: ವಿಶೇಷವಾಗಿ ಮಧ್ಯಾಹ್ನ 12 ರಿಂದ 3 ಗಂಟೆಯವರೆಗಿನ ಬಿಸಿಲಿನಲ್ಲಿ ಮನೆಯಿಂದ ಹೊರ ಹೋಗುವುದನ್ನು ಹಾಗೂ ಕೆಲಸ ಮಾಡುವುದನ್ನು ತಪ್ಪಿಸಬೇಕು. ಹೆಚ್ಚಾಗಿ ಬಾಯಾರಿಕೆ ಇಲ್ಲದಿದ್ದರೂ ಸಹ ಸಾಕಷ್ಟು ನೀರು ಕುಡಿಯಬೇಕು. ಸಾಧ್ಯವಾದಷ್ಟು ಹಗುರವಾದ, ತಿಳಿ ಬಣ್ಣದ, ಸಡಿಲವಾದ ಮತ್ತು ರಂಧ್ರಯುಕ್ತ ಹತ್ತಿ ಬಟ್ಟೆಗಳನ್ನು ಧರಿಸಬೇಕು. ಬಿಸಿಲಿನಲ್ಲಿ ಹೊರಹೋಗುವಾಗ ರಕ್ಷಣಾತ್ಮಕ ಕನ್ನಡಕಗಳು, ಕೊಡೆ, ಟೋಪಿ, ಬೂಟುಗಳು ಅಥವಾ ಚಪ್ಪಲಿಗಳನ್ನು ಬಳಸಬೇಕು. ಹೊರಗಿನ ತಾಪಮಾನ ಹೆಚ್ಚಿರುವಾಗ ಶ್ರಮದಾಯಕ ಚಟುವಟಿಕೆಗಳನ್ನು ಮಾಡಬಾರದು. ದೇಹವನ್ನು ನಿರ್ಜಲೀಕರಣಗೊಳಿಸುವ ಆಲ್ಕೋಹಾಲ್, ಚಹಾ, ಕಾಫಿ ಮತ್ತು ಕಾರ್ಬೋನೇಟೆಡ್ ತಂಪು ಪಾನೀಯಗಳನ್ನು ಮತ್ತು ಹಳಸಿದ ಆಹಾರವನ್ನು ಸೇವಿಸಬಾರದು. ದ್ವಿಚಕ್ರ ವಾಹನ ಸವಾರರು ತಲೆಗೆ ಹೆಲ್ಮೆಟ್ ಧರಿಸಬೇಕು.: [706, 1047, 938, 1162]
- table-row: [8, 1328, 320, 1346]
- hero-title: [327, 465, 619, 521]
